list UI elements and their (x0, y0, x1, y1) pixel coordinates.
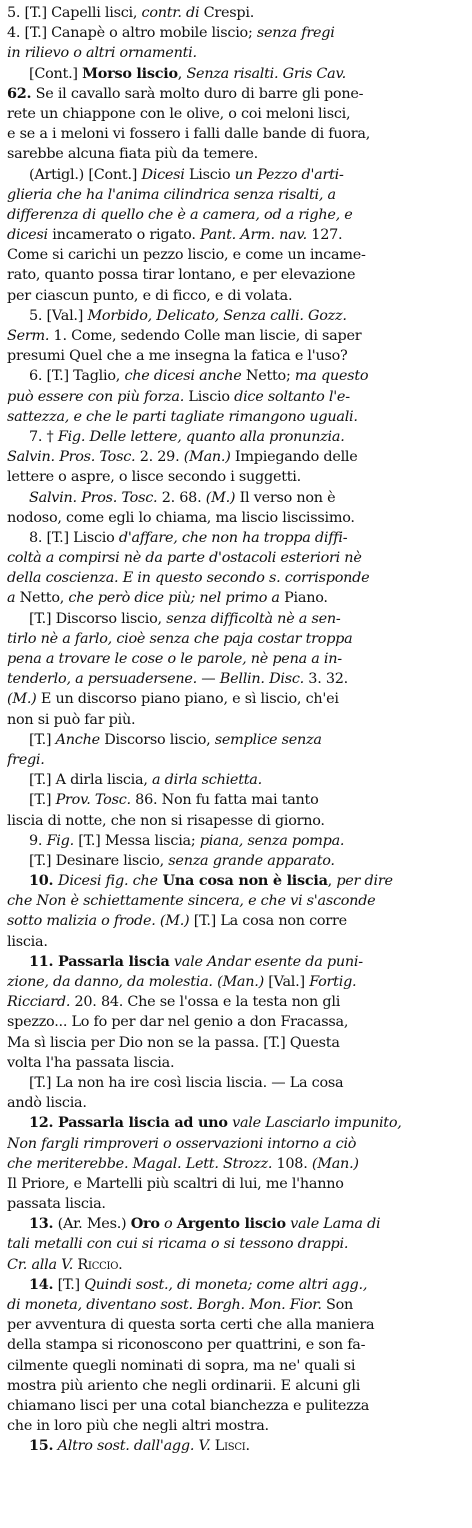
text-line (7, 23, 465, 43)
text-line (7, 1113, 465, 1133)
text-segment: [T.] (29, 731, 56, 748)
text-segment: — (196, 671, 220, 688)
text-line (7, 1275, 465, 1295)
text-segment: che Non è schiettamente sincera, e che vi s'asconde (7, 893, 376, 910)
text-segment: in rilievo o altri ornamenti. (7, 45, 197, 62)
text-line (7, 952, 465, 972)
text-line (7, 346, 465, 366)
text-line (7, 588, 465, 608)
text-segment: 7. † (29, 428, 58, 445)
text-segment: [Val.] (263, 974, 310, 990)
text-line (7, 710, 465, 730)
text-segment: Fig. Delle lettere, quanto alla pronunzia. (57, 428, 345, 445)
text-line (7, 387, 465, 407)
text-segment: 4. [T.] Canapè o altro mobile liscio; (7, 25, 257, 42)
text-line (7, 1416, 465, 1436)
text-segment: differenza di quello che è a camera, od a righe, e (7, 206, 353, 223)
text-segment: Altro sost. dall'agg. V. (53, 1438, 211, 1455)
text-segment: (Man.) (183, 449, 231, 466)
text-line (7, 3, 465, 23)
text-segment: vale Lama di (285, 1216, 381, 1233)
text-line (7, 1214, 465, 1234)
text-line (7, 1012, 465, 1032)
text-segment: Salvin. Pros. Tosc. (29, 489, 158, 506)
text-line (7, 447, 465, 467)
text-segment: 8. [T.] Liscio (29, 529, 119, 546)
text-line (7, 427, 465, 447)
text-segment: 108. (272, 1155, 312, 1172)
text-segment: della stampa si riconoscono per quattrini, e son fa- (7, 1337, 366, 1354)
text-segment: senza grande apparato. (168, 852, 335, 869)
text-segment: ma questo (294, 368, 369, 385)
text-line (7, 629, 465, 649)
text-line (7, 124, 465, 144)
text-line (7, 932, 465, 952)
text-segment: [T.] Messa liscia; (73, 832, 200, 849)
text-segment: coltà a compirsi nè da parte d'ostacoli esteriori nè (7, 550, 362, 567)
text-segment: presumi Quel che a me insegna la fatica e l'uso? (7, 348, 348, 365)
text-line (7, 911, 465, 931)
text-line (7, 1093, 465, 1113)
text-segment: vale Andar esente da puni- (169, 953, 363, 970)
text-line (7, 306, 465, 326)
text-segment: Cr. alla V. (7, 1256, 74, 1273)
text-segment: Morso liscio (82, 64, 178, 82)
text-segment: Son (321, 1297, 354, 1313)
text-segment: rete un chiappone con le olive, o coi meloni lisci, (7, 105, 351, 122)
text-segment: (M.) (7, 691, 37, 708)
text-segment: Senza risalti. Gris Cav. (186, 65, 346, 82)
text-line (7, 548, 465, 568)
text-line (7, 1315, 465, 1335)
text-segment: liscia di notte, che non si risapesse di giorno. (7, 812, 325, 829)
text-line (7, 508, 465, 528)
text-segment: Riccio. (73, 1256, 123, 1273)
text-segment: 11. Passarla liscia (29, 952, 170, 970)
text-segment: nodoso, come egli lo chiama, ma liscio liscissimo. (7, 509, 355, 526)
text-segment: vale Lasciarlo impunito, (227, 1115, 402, 1132)
text-segment: (Artigl.) [Cont.] (29, 166, 142, 183)
text-segment: 3. 32. (303, 671, 348, 688)
text-segment: [T.] Discorso liscio, (29, 610, 167, 627)
text-line (7, 185, 465, 205)
text-segment: mostra più ariento che negli ordinarii. E alcuni gli (7, 1377, 361, 1394)
text-line (7, 871, 465, 891)
text-segment: andò liscia. (7, 1095, 87, 1112)
text-segment: un Pezzo d'arti- (234, 166, 344, 183)
text-line (7, 286, 465, 306)
text-segment: 2. 68. (157, 489, 206, 506)
text-segment: 20. 84. Che se l'ossa e la testa non gli (70, 994, 341, 1011)
text-line (7, 64, 465, 84)
text-segment: 1. Come, sedendo Colle man liscie, di saper (49, 328, 362, 344)
text-line (7, 1295, 465, 1315)
text-line (7, 1335, 465, 1355)
text-segment: che in loro più che negli altri mostra. (7, 1418, 269, 1435)
text-segment: passata liscia. (7, 1196, 106, 1213)
text-line (7, 1356, 465, 1376)
text-segment: 62. (7, 84, 32, 102)
text-segment: per dire (336, 873, 393, 890)
text-segment: tirlo nè a farlo, cioè senza che paja costar troppa (7, 630, 353, 647)
text-segment: Il Priore, e Martelli più scaltri di lui, me l'hanno (7, 1175, 344, 1192)
text-segment: Quindi sost., di moneta; come altri agg., (84, 1276, 368, 1293)
text-segment: sattezza, e che le parti tagliate rimangono uguali. (7, 408, 358, 425)
text-segment: [T.] A dirla liscia, (29, 772, 153, 789)
text-segment: Discorso liscio, (99, 731, 215, 748)
text-line (7, 1174, 465, 1194)
text-segment: , (327, 873, 337, 890)
text-segment: 15. (29, 1437, 54, 1455)
text-segment: cilmente quegli nominati di sopra, ma ne' quali si (7, 1357, 356, 1374)
text-line (7, 609, 465, 629)
text-line (7, 831, 465, 851)
text-segment: 10. (29, 872, 59, 890)
text-segment: 86. Non fu fatta mai tanto (130, 792, 319, 809)
text-line (7, 1154, 465, 1174)
text-segment: 14. (29, 1275, 54, 1293)
text-segment: Argento liscio (176, 1215, 286, 1233)
text-line (7, 568, 465, 588)
text-segment: 5. [Val.] (29, 307, 88, 324)
text-segment: Una cosa non è liscia (157, 872, 328, 890)
text-segment: può essere con più forza. (7, 388, 185, 405)
text-segment: senza difficoltà nè a sen- (166, 610, 341, 627)
text-segment: Impiegando delle (230, 449, 358, 466)
text-segment: Serm. (7, 328, 50, 344)
text-segment: [Cont.] (29, 65, 83, 82)
text-segment: rato, quanto possa tirar lontano, e per elevazione (7, 267, 356, 284)
text-line (7, 144, 465, 164)
text-line (7, 649, 465, 669)
text-segment: incamerato o rigato. (47, 227, 200, 244)
text-segment: 13. (29, 1215, 54, 1233)
text-line (7, 245, 465, 265)
text-segment: Dicesi fig. che (58, 873, 158, 890)
text-segment: E un discorso piano piano, e sì liscio, ch'ei (36, 691, 339, 708)
text-segment: Non fargli rimproveri o osservazioni intorno a ciò (7, 1135, 357, 1152)
text-segment: Bellin. Disc. (219, 671, 304, 688)
text-line (7, 326, 465, 346)
text-line (7, 225, 465, 245)
text-segment: contr. di (141, 5, 200, 21)
text-segment: Morbido, Delicato, Senza calli. Gozz. (87, 307, 347, 324)
text-segment: Salvin. Pros. Tosc. (7, 449, 136, 466)
text-segment: Liscio (184, 388, 235, 405)
text-line (7, 1134, 465, 1154)
text-line (7, 1255, 465, 1275)
text-segment: [T.] (29, 792, 56, 809)
text-line (7, 43, 465, 63)
text-line (7, 851, 465, 871)
text-segment: di moneta, diventano sost. Borgh. Mon. Fior. (7, 1297, 322, 1313)
text-segment: zione, da danno, da molestia. (Man.) (7, 974, 264, 990)
text-segment: piana, senza pompa. (199, 832, 345, 849)
text-line (7, 488, 465, 508)
text-line (7, 84, 465, 104)
text-line (7, 972, 465, 992)
text-segment: Netto, (15, 590, 69, 607)
text-segment: della coscienza. E in questo secondo s. corrisponde (7, 570, 370, 587)
text-line (7, 265, 465, 285)
text-segment: 6. [T.] Taglio, (29, 368, 125, 385)
text-segment: 12. Passarla liscia ad uno (29, 1114, 228, 1132)
text-segment: , (177, 65, 187, 82)
text-segment: tenderlo, a persuadersene. (7, 671, 197, 688)
text-segment: [T.] La non ha ire così liscia liscia. — La cosa (29, 1074, 344, 1091)
text-line (7, 165, 465, 185)
text-segment: dice soltanto l'e- (234, 388, 350, 405)
text-segment: (Ar. Mes.) (53, 1216, 131, 1233)
text-segment: 2. 29. (135, 449, 184, 466)
text-line (7, 104, 465, 124)
text-segment: (Man.) (311, 1155, 359, 1172)
text-segment: che però dice più; nel primo a (68, 590, 280, 607)
text-segment: [T.] (53, 1276, 85, 1293)
text-segment: 9. (29, 832, 47, 849)
text-segment: spezzo... Lo fo per dar nel genio a don Fracassa, (7, 1014, 349, 1031)
text-line (7, 407, 465, 427)
text-segment: Ma sì liscia per Dio non se la passa. [T.] Questa (7, 1034, 340, 1051)
text-line (7, 669, 465, 689)
text-segment: [T.] Desinare liscio, (29, 852, 169, 869)
text-segment: Crespi. (199, 5, 255, 21)
text-segment: (M.) (205, 489, 236, 506)
text-segment: Anche (55, 731, 100, 748)
text-segment: e se a i meloni vi fossero i falli dalle bande di fuora, (7, 126, 371, 143)
text-segment: per ciascun punto, e di ficco, e di volata. (7, 287, 293, 304)
text-line (7, 528, 465, 548)
text-segment: Netto; (241, 368, 295, 385)
text-segment: glieria che ha l'anima cilindrica senza risalti, a (7, 186, 336, 203)
text-line (7, 467, 465, 487)
text-line (7, 1073, 465, 1093)
text-segment: tali metalli con cui si ricama o si tessono drappi. (7, 1236, 349, 1253)
text-segment: a dirla schietta. (152, 772, 262, 789)
text-segment: Liscio (184, 166, 235, 183)
text-line (7, 790, 465, 810)
text-segment: sotto malizia o frode. (M.) (7, 913, 190, 930)
text-segment: fregi. (7, 751, 45, 768)
text-segment: che dicesi anche (124, 368, 242, 385)
text-segment: Se il cavallo sarà molto duro di barre gli pone- (31, 85, 364, 102)
text-segment: chiamano lisci per una cotal bianchezza e pulitezza (7, 1397, 370, 1414)
text-line (7, 891, 465, 911)
text-segment: Prov. Tosc. (55, 792, 131, 809)
text-line (7, 366, 465, 386)
text-line (7, 1376, 465, 1396)
text-segment: liscia. (7, 933, 48, 950)
text-segment: Pant. Arm. nav. (199, 227, 307, 244)
text-segment: Il verso non è (235, 489, 336, 506)
text-segment: che meriterebbe. Magal. Lett. Strozz. (7, 1155, 273, 1172)
text-segment: senza fregi (256, 25, 335, 42)
text-segment: Fig. (46, 832, 74, 849)
text-segment: Lisci. (210, 1438, 250, 1455)
text-line (7, 1436, 465, 1456)
text-segment: sarebbe alcuna fiata più da temere. (7, 146, 258, 163)
text-segment: d'affare, che non ha troppa diffi- (118, 529, 348, 546)
text-segment: semplice senza (214, 731, 322, 748)
text-segment: lettere o aspre, o lisce secondo i suggetti. (7, 469, 301, 486)
text-segment: Come si carichi un pezzo liscio, e come un incame- (7, 247, 366, 264)
text-segment: [T.] La cosa non corre (189, 913, 347, 930)
text-line (7, 1396, 465, 1416)
text-segment: Ricciard. (7, 994, 71, 1011)
text-segment: dicesi (7, 227, 48, 244)
text-line (7, 1194, 465, 1214)
text-segment: o (159, 1216, 177, 1233)
text-segment: Dicesi (141, 166, 185, 183)
text-segment: 5. [T.] Capelli lisci, (7, 5, 142, 21)
text-segment: per avventura di questa sorta certi che alla maniera (7, 1317, 375, 1334)
text-segment: non si può far più. (7, 711, 136, 728)
text-line (7, 730, 465, 750)
text-line (7, 811, 465, 831)
text-line (7, 992, 465, 1012)
text-line (7, 750, 465, 770)
text-segment: Oro (130, 1215, 160, 1233)
text-line (7, 770, 465, 790)
text-segment: volta l'ha passata liscia. (7, 1054, 175, 1071)
text-line (7, 1053, 465, 1073)
text-segment: a (7, 590, 16, 607)
text-segment: pena a trovare le cose o le parole, nè pena a in- (7, 651, 342, 667)
text-line (7, 1033, 465, 1053)
text-segment: Fortig. (309, 974, 357, 990)
text-line (7, 1234, 465, 1254)
text-segment: 127. (306, 227, 343, 244)
text-line (7, 689, 465, 709)
text-segment: Piano. (279, 590, 328, 607)
text-line (7, 205, 465, 225)
